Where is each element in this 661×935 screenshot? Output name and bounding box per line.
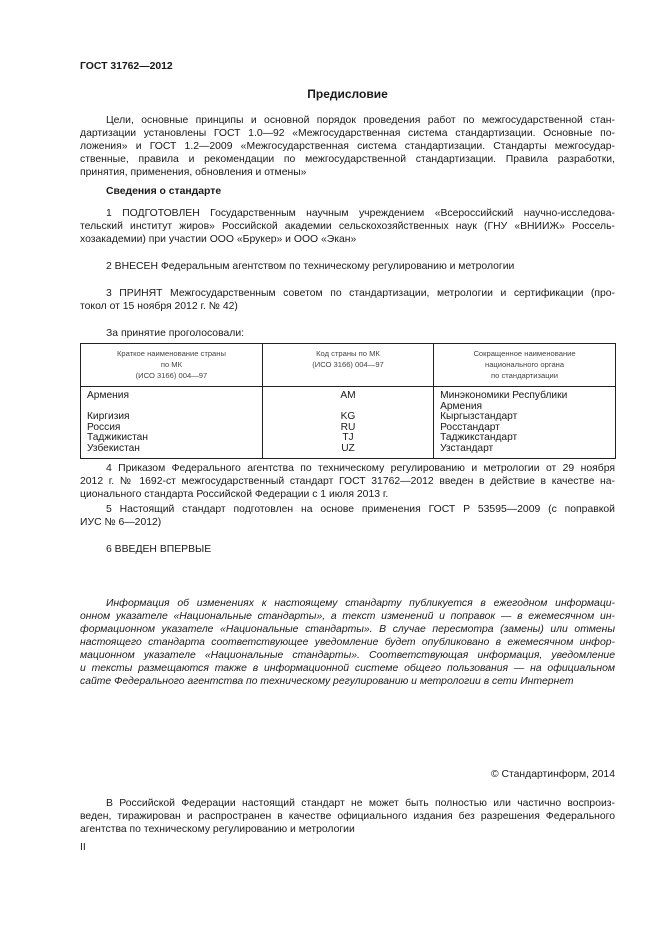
text-line: 1 ПОДГОТОВЛЕН Государственным научным учреждением «Всероссийский научно-исследова- xyxy=(106,208,615,219)
text-line: ственные, правила и рекомендации по межгосударственной стандартизации. Правила разработки, xyxy=(80,154,615,165)
text-line: За принятие проголосовали: xyxy=(106,328,245,339)
cell-country: Киргизия xyxy=(81,412,263,423)
text-line: онном указателе «Национальные стандарты», а текст изменений и поправок — в ежемесячном ин- xyxy=(80,611,615,622)
text-line: сайте Федерального агентства по техническому регулированию и метрологии в сети Интернет xyxy=(80,676,574,687)
text-line: веден, тиражирован и распространен в качестве официального издания без разрешения Федерального xyxy=(80,811,615,822)
section-heading: Сведения о стандарте xyxy=(106,186,222,197)
cell-standards-body: Таджикстандарт xyxy=(434,433,616,444)
intro-paragraph xyxy=(80,114,615,179)
text-line: и тексты размещаются также в информационной системе общего пользования — на официальном xyxy=(80,663,615,674)
cell-standards-body: Кыргызстандарт xyxy=(434,412,616,423)
text-line: 2 ВНЕСЕН Федеральным агентством по техническому регулированию и метрологии xyxy=(106,261,515,272)
text-line: агентства по техническому регулированию и метрологии xyxy=(80,824,355,835)
cell-standards-body: Росстандарт xyxy=(434,423,616,434)
table-row xyxy=(81,412,616,423)
text-line: дартизации установлены ГОСТ 1.0—92 «Межгосударственная система стандартизации. Основные по- xyxy=(80,128,615,139)
text-line: принятия, применения, обновления и отмены» xyxy=(80,167,307,178)
rights-notice xyxy=(80,797,615,836)
text-line: В Российской Федерации настоящий стандарт не может быть полностью или частично воспроиз- xyxy=(106,798,615,809)
cell-code: AM xyxy=(262,387,433,413)
cell-country: Узбекистан xyxy=(81,444,263,459)
item-4 xyxy=(80,462,615,501)
text-line: формационном указателе «Национальные стандарты». В случае пересмотра (замены) или отмены xyxy=(80,624,615,635)
cell-country: Армения xyxy=(81,387,263,413)
page-number: II xyxy=(80,842,86,853)
text-line: тельский институт жиров» Российской академии сельскохозяйственных наук (ГНУ «ВНИИЖ» Россель- xyxy=(80,221,615,232)
text-line: 5 Настоящий стандарт подготовлен на основе применения ГОСТ Р 53595—2009 (с поправкой xyxy=(106,504,615,515)
item-6 xyxy=(80,543,615,556)
text-line: настоящего стандарта соответствующее уведомление будет опубликовано в ежемесячном инфор- xyxy=(80,637,615,648)
cell-code: UZ xyxy=(262,444,433,459)
voted-label xyxy=(80,327,615,340)
table-row xyxy=(81,433,616,444)
text-line: токол от 15 ноября 2012 г. № 42) xyxy=(80,301,238,312)
text-line: ложения» и ГОСТ 1.2—2009 «Межгосударственная система стандартизации. Стандарты межгосудар- xyxy=(80,141,615,152)
text-line: мационном указателе «Национальные стандарты». Соответствующая информация, уведомление xyxy=(80,650,615,661)
amendments-info xyxy=(80,597,615,688)
voting-table xyxy=(80,343,616,459)
column-header-code: Код страны по МК (ИСО 3166) 004—97 xyxy=(262,344,433,387)
table-row xyxy=(81,387,616,413)
item-2 xyxy=(80,260,615,273)
item-1 xyxy=(80,207,615,246)
text-line: 4 Приказом Федерального агентства по техническому регулированию и метрологии от 29 ноября xyxy=(106,463,615,474)
copyright: © Стандартинформ, 2014 xyxy=(490,769,615,780)
cell-standards-body: Узстандарт xyxy=(434,444,616,459)
text-line: Цели, основные принципы и основной порядок проведения работ по межгосударственной стан- xyxy=(106,115,615,126)
text-line: ИУС № 6—2012) xyxy=(80,517,162,528)
document-header: ГОСТ 31762—2012 xyxy=(80,61,173,72)
cell-code: RU xyxy=(262,423,433,434)
text-line: хозакадемии) при участии ООО «Брукер» и ООО «Экан» xyxy=(80,234,357,245)
cell-code: TJ xyxy=(262,433,433,444)
cell-code: KG xyxy=(262,412,433,423)
column-header-body: Сокращенное наименование национального органа по стандартизации xyxy=(434,344,616,387)
column-header-country: Краткое наименование страны по МК (ИСО 3166) 004—97 xyxy=(81,344,263,387)
text-line: 2012 г. № 1692-ст межгосударственный стандарт ГОСТ 31762—2012 введен в действие в качестве на- xyxy=(80,476,615,487)
text-line: Информация об изменениях к настоящему стандарту публикуется в ежегодном информаци- xyxy=(106,598,615,609)
cell-country: Таджикистан xyxy=(81,433,263,444)
item-5 xyxy=(80,503,615,529)
text-line: 6 ВВЕДЕН ВПЕРВЫЕ xyxy=(106,544,212,555)
cell-standards-body: Минэкономики Республики Армения xyxy=(434,387,616,413)
cell-country: Россия xyxy=(81,423,263,434)
item-3 xyxy=(80,287,615,313)
text-line: 3 ПРИНЯТ Межгосударственным советом по стандартизации, метрологии и сертификации (про- xyxy=(106,288,615,299)
table-row xyxy=(81,444,616,459)
text-line: ционального стандарта Российской Федерации с 1 июля 2013 г. xyxy=(80,489,389,500)
page-title: Предисловие xyxy=(307,87,388,101)
